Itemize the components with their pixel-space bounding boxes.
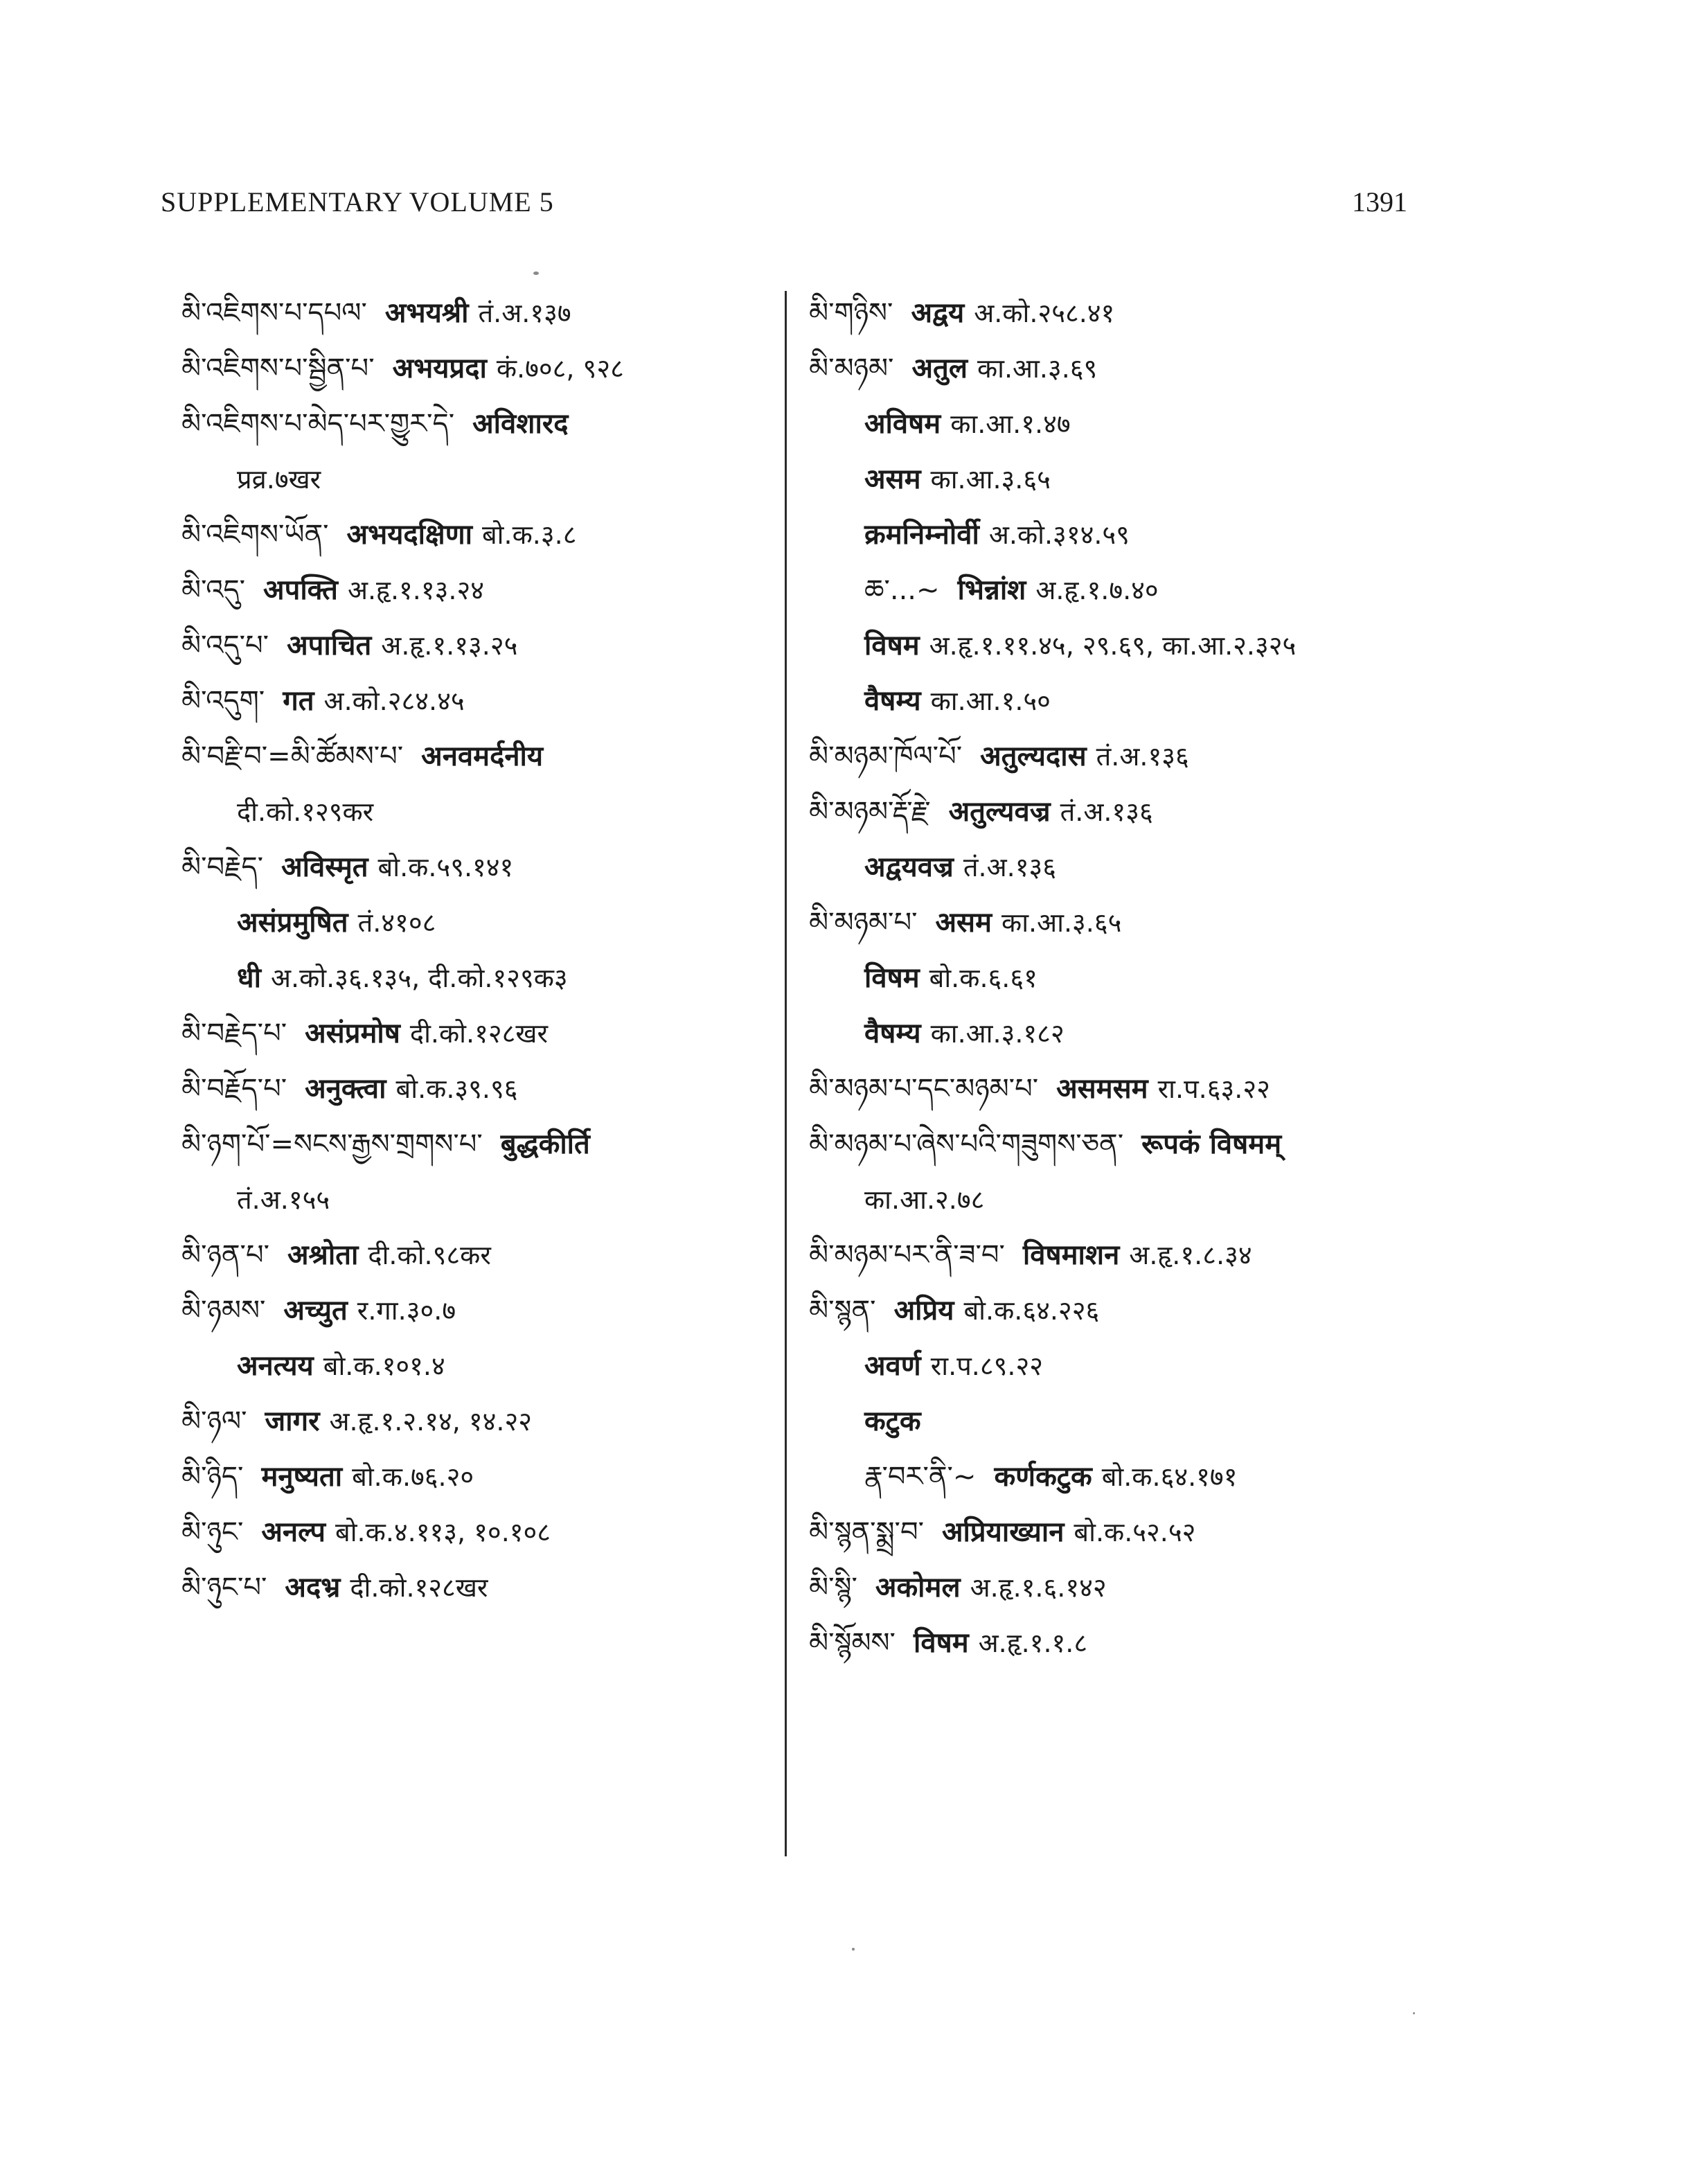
tibetan-headword: མི་འཇིགས་པ་དཔལ་ (181, 297, 367, 329)
source-reference: दी.को.१२९कर (237, 797, 374, 827)
sub-entry (809, 507, 1418, 562)
sanskrit-equivalent: अविशारद (472, 408, 569, 440)
tibetan-headword: མི་བརྗེད་ (181, 851, 264, 883)
sub-entry (809, 562, 1418, 618)
sub-entry (809, 1449, 1418, 1504)
dictionary-entry (181, 1449, 777, 1504)
right-column (809, 285, 1418, 1671)
dictionary-entry (181, 507, 777, 562)
tibetan-headword: མི་སྙན་ (809, 1295, 876, 1326)
tibetan-headword: མི་མཉམ་ཁོལ་པོ་ (809, 740, 963, 772)
sanskrit-equivalent: अपाचित (287, 630, 372, 662)
tibetan-headword: མི་ཉུང་པ་ (181, 1572, 267, 1604)
dictionary-entry (181, 562, 777, 618)
sub-entry (809, 1006, 1418, 1061)
tibetan-headword: མི་འཇིགས་པ་མེད་པར་གྱུར་དེ་ (181, 408, 455, 440)
sanskrit-equivalent: क्रमनिम्नोर्वी (864, 519, 979, 551)
source-reference: दी.को.१२८खर (350, 1572, 488, 1603)
sanskrit-equivalent: भिन्नांश (957, 574, 1026, 606)
source-reference: रा.प.८९.२२ (930, 1351, 1043, 1381)
dictionary-entry (809, 1061, 1418, 1117)
source-reference: अ.को.२५८.४१ (974, 298, 1115, 328)
dictionary-entry (809, 895, 1418, 950)
sub-entry (809, 1394, 1418, 1449)
sanskrit-equivalent: अकोमल (875, 1572, 961, 1604)
dictionary-entry (181, 285, 777, 341)
source-reference: बो.क.१०१.४ (323, 1351, 445, 1381)
tibetan-headword: མི་འདུ་ (181, 574, 246, 606)
tibetan-headword: མི་འཇིགས་ཡོན་ (181, 519, 329, 551)
tibetan-headword: མི་མཉམ་པ་དང་མཉམ་པ་ (809, 1073, 1039, 1105)
source-reference: का.आ.१.४७ (950, 409, 1071, 439)
dictionary-entry (181, 1394, 777, 1449)
tibetan-headword: མི་ཉུང་ (181, 1516, 244, 1548)
source-reference: अ.को.३१४.५९ (988, 520, 1130, 550)
tibetan-headword: མི་གཉིས་ (809, 297, 893, 329)
dictionary-entry (809, 1504, 1418, 1560)
sanskrit-equivalent: बुद्धकीर्ति (500, 1128, 590, 1160)
source-reference: बो.क.६४.२२६ (963, 1295, 1100, 1326)
tibetan-headword: མི་མཉམ་རྡོ་རྗེ་ (809, 796, 931, 828)
sanskrit-equivalent: विषम (913, 1627, 969, 1659)
tibetan-headword: མི་སྙན་སྨྲ་བ་ (809, 1516, 924, 1548)
sanskrit-equivalent: कर्णकटुक (994, 1461, 1092, 1493)
source-reference: अ.को.२८४.४५ (323, 686, 465, 716)
source-reference: तं.अ.१३६ (963, 852, 1057, 882)
source-reference: अ.को.३६.१३५, दी.को.१२९क३ (270, 963, 568, 993)
dictionary-entry (181, 1117, 777, 1172)
sanskrit-equivalent: असमसम (1056, 1073, 1148, 1105)
sanskrit-equivalent: अभयदक्षिणा (346, 519, 472, 551)
source-reference: बो.क.३.८ (481, 520, 577, 550)
sanskrit-equivalent: वैषम्य (864, 1018, 921, 1049)
sanskrit-equivalent: अवर्ण (864, 1350, 921, 1382)
tibetan-headword: མི་ཉིད་ (181, 1461, 244, 1493)
source-reference: तं.अ.१३६ (1096, 741, 1189, 772)
source-reference: अ.हृ.१.१.८ (978, 1628, 1088, 1658)
dictionary-entry (809, 729, 1418, 784)
source-reference: अ.हृ.१.८.३४ (1129, 1240, 1252, 1270)
dictionary-entry (181, 729, 777, 784)
tibetan-headword: མི་བརྗེད་པ་ (181, 1018, 287, 1049)
sanskrit-equivalent: विषम (864, 962, 920, 994)
sub-entry (181, 950, 777, 1006)
sanskrit-equivalent: असम (935, 907, 992, 939)
source-reference: बो.क.५२.५२ (1074, 1517, 1196, 1547)
source-reference: र.गा.३०.७ (357, 1295, 456, 1326)
sanskrit-equivalent: अभयश्री (384, 297, 469, 329)
dictionary-entry (809, 1560, 1418, 1615)
sanskrit-equivalent: अप्रिय (893, 1295, 954, 1326)
source-reference: अ.हृ.१.२.१४, १४.२२ (329, 1406, 533, 1437)
source-reference: अ.हृ.१.११.४५, २९.६९, का.आ.२.३२५ (929, 630, 1297, 661)
tibetan-headword: མི་ཉན་པ་ (181, 1239, 269, 1271)
source-reference: तं.अ.१५५ (237, 1184, 330, 1215)
dictionary-entry (181, 673, 777, 729)
sanskrit-equivalent: अप्रियाख्यान (942, 1516, 1065, 1548)
sanskrit-equivalent: विषमाशन (1022, 1239, 1120, 1271)
dictionary-entry (181, 1006, 777, 1061)
sub-entry (809, 673, 1418, 729)
sanskrit-equivalent: कटुक (864, 1405, 921, 1437)
tibetan-headword: མི་བརྗི་བ་=མི་ཚོམས་པ་ (181, 740, 404, 772)
sanskrit-equivalent: अनत्यय (237, 1350, 314, 1382)
dictionary-entry (181, 1061, 777, 1117)
tibetan-headword: མི་སྙོམས་ (809, 1627, 896, 1659)
source-reference: बो.क.६.६१ (929, 963, 1037, 993)
scan-speck (533, 272, 539, 275)
scan-speck (1413, 2012, 1415, 2014)
dictionary-entry (809, 1227, 1418, 1283)
sub-entry (809, 1338, 1418, 1394)
left-column (181, 285, 777, 1615)
tibetan-headword: མི་འཇིགས་པ་སྦྱིན་པ་ (181, 353, 375, 384)
sanskrit-equivalent: अनल्प (261, 1516, 326, 1548)
dictionary-entry (809, 1615, 1418, 1671)
source-reference: का.आ.३.६५ (930, 464, 1051, 495)
source-reference: बो.क.५९.१४१ (377, 852, 514, 882)
dictionary-entry (181, 1227, 777, 1283)
source-reference: का.आ.३.१८२ (930, 1018, 1065, 1049)
sanskrit-equivalent: अतुल (911, 353, 968, 384)
tibetan-headword: མི་ཉམས་ (181, 1295, 266, 1326)
column-divider (785, 291, 787, 1856)
sanskrit-equivalent: रूपकं विषमम् (1141, 1128, 1282, 1160)
tibetan-headword: མི་འདུ་པ་ (181, 630, 269, 662)
sanskrit-equivalent: अपक्ति (263, 574, 338, 606)
tibetan-headword: མི་ཉལ་ (181, 1405, 247, 1437)
page-header (161, 186, 1407, 227)
sub-entry (809, 396, 1418, 452)
sanskrit-equivalent: अद्वयवज्र (864, 851, 954, 883)
sub-entry (181, 784, 777, 840)
sub-entry (181, 1338, 777, 1394)
source-reference: कं.७०८, ९२८ (496, 353, 624, 384)
dictionary-entry (181, 341, 777, 396)
sanskrit-equivalent: अनवमर्दनीय (421, 740, 544, 772)
sanskrit-equivalent: अतुल्यदास (980, 740, 1087, 772)
tibetan-headword: མི་ཉག་པོ་=སངས་རྒྱས་གྲགས་པ་ (181, 1128, 483, 1160)
sanskrit-equivalent: विषम (864, 630, 920, 662)
sub-entry (809, 618, 1418, 673)
sub-entry (181, 1172, 777, 1227)
sub-entry (181, 895, 777, 950)
scan-speck (852, 1948, 855, 1951)
sanskrit-equivalent: अद्वय (911, 297, 965, 329)
sanskrit-equivalent: गत (283, 685, 314, 717)
tibetan-headword: མི་འདུག་ (181, 685, 265, 717)
sanskrit-equivalent: अतुल्यवज्र (948, 796, 1051, 828)
sanskrit-equivalent: असंप्रमोष (305, 1018, 400, 1049)
source-reference: का.आ.३.६९ (977, 353, 1098, 384)
dictionary-entry (181, 1560, 777, 1615)
sanskrit-equivalent: अदभ्र (285, 1572, 341, 1604)
dictionary-entry (181, 618, 777, 673)
tibetan-headword: རྣ་བར་ནི་~ (864, 1461, 977, 1493)
dictionary-entry (809, 1117, 1418, 1172)
sub-entry (181, 452, 777, 507)
source-reference: अ.हृ.१.७.४० (1035, 575, 1159, 605)
tibetan-headword: མི་བརྗོད་པ་ (181, 1073, 287, 1105)
sanskrit-equivalent: अच्युत (283, 1295, 348, 1326)
source-reference: तं.४१०८ (357, 907, 436, 938)
sanskrit-equivalent: मनुष्यता (261, 1461, 343, 1493)
dictionary-entry (809, 285, 1418, 341)
sanskrit-equivalent: असंप्रमुषित (237, 907, 348, 939)
sanskrit-equivalent: अभयप्रदा (392, 353, 487, 384)
sub-entry (809, 1172, 1418, 1227)
source-reference: का.आ.२.७८ (864, 1184, 985, 1215)
source-reference: दी.को.१२८खर (409, 1018, 549, 1049)
page-number: 1391 (1352, 186, 1407, 217)
source-reference: बो.क.४.११३, १०.१०८ (335, 1517, 551, 1547)
source-reference: अ.हृ.१.६.१४२ (970, 1572, 1107, 1603)
tibetan-headword: ཆ་...~ (864, 574, 940, 606)
dictionary-entry (809, 341, 1418, 396)
source-reference: तं.अ.१३७ (478, 298, 571, 328)
sanskrit-equivalent: वैषम्य (864, 685, 921, 717)
dictionary-entry (809, 784, 1418, 840)
source-reference: बो.क.७६.२० (352, 1462, 474, 1492)
sanskrit-equivalent: अविस्मृत (281, 851, 368, 883)
source-reference: अ.हृ.१.१३.२४ (347, 575, 484, 605)
dictionary-entry (809, 1283, 1418, 1338)
sub-entry (809, 840, 1418, 895)
dictionary-entry (181, 1283, 777, 1338)
dictionary-entry (181, 840, 777, 895)
source-reference: अ.हृ.१.१३.२५ (381, 630, 518, 661)
dictionary-entry (181, 396, 777, 452)
source-reference: का.आ.३.६५ (1001, 907, 1122, 938)
tibetan-headword: མི་མཉམ་ (809, 353, 894, 384)
tibetan-headword: མི་མཉམ་པ་ (809, 907, 918, 939)
tibetan-headword: མི་མཉམ་པར་ནི་ཟ་བ་ (809, 1239, 1005, 1271)
source-reference: दी.को.९८कर (368, 1240, 491, 1270)
tibetan-headword: མི་མཉམ་པ་ཞེས་པའི་གཟུགས་ཅན་ (809, 1128, 1124, 1160)
sub-entry (809, 950, 1418, 1006)
source-reference: बो.क.३९.९६ (395, 1074, 518, 1104)
source-reference: रा.प.६३.२२ (1157, 1074, 1270, 1104)
tibetan-headword: མི་སྙི་ (809, 1572, 857, 1604)
source-reference: प्रव्र.७खर (237, 464, 321, 495)
source-reference: का.आ.१.५० (930, 686, 1051, 716)
dictionary-entry (181, 1504, 777, 1560)
source-reference: तं.अ.१३६ (1060, 797, 1153, 827)
sanskrit-equivalent: अश्रोता (287, 1239, 359, 1271)
sanskrit-equivalent: असम (864, 463, 921, 495)
sub-entry (809, 452, 1418, 507)
sanskrit-equivalent: अनुक्त्वा (305, 1073, 386, 1105)
source-reference: बो.क.६४.१७१ (1101, 1462, 1238, 1492)
sanskrit-equivalent: जागर (265, 1405, 320, 1437)
running-head: SUPPLEMENTARY VOLUME 5 (161, 186, 554, 217)
sanskrit-equivalent: धी (237, 962, 261, 994)
sanskrit-equivalent: अविषम (864, 408, 941, 440)
